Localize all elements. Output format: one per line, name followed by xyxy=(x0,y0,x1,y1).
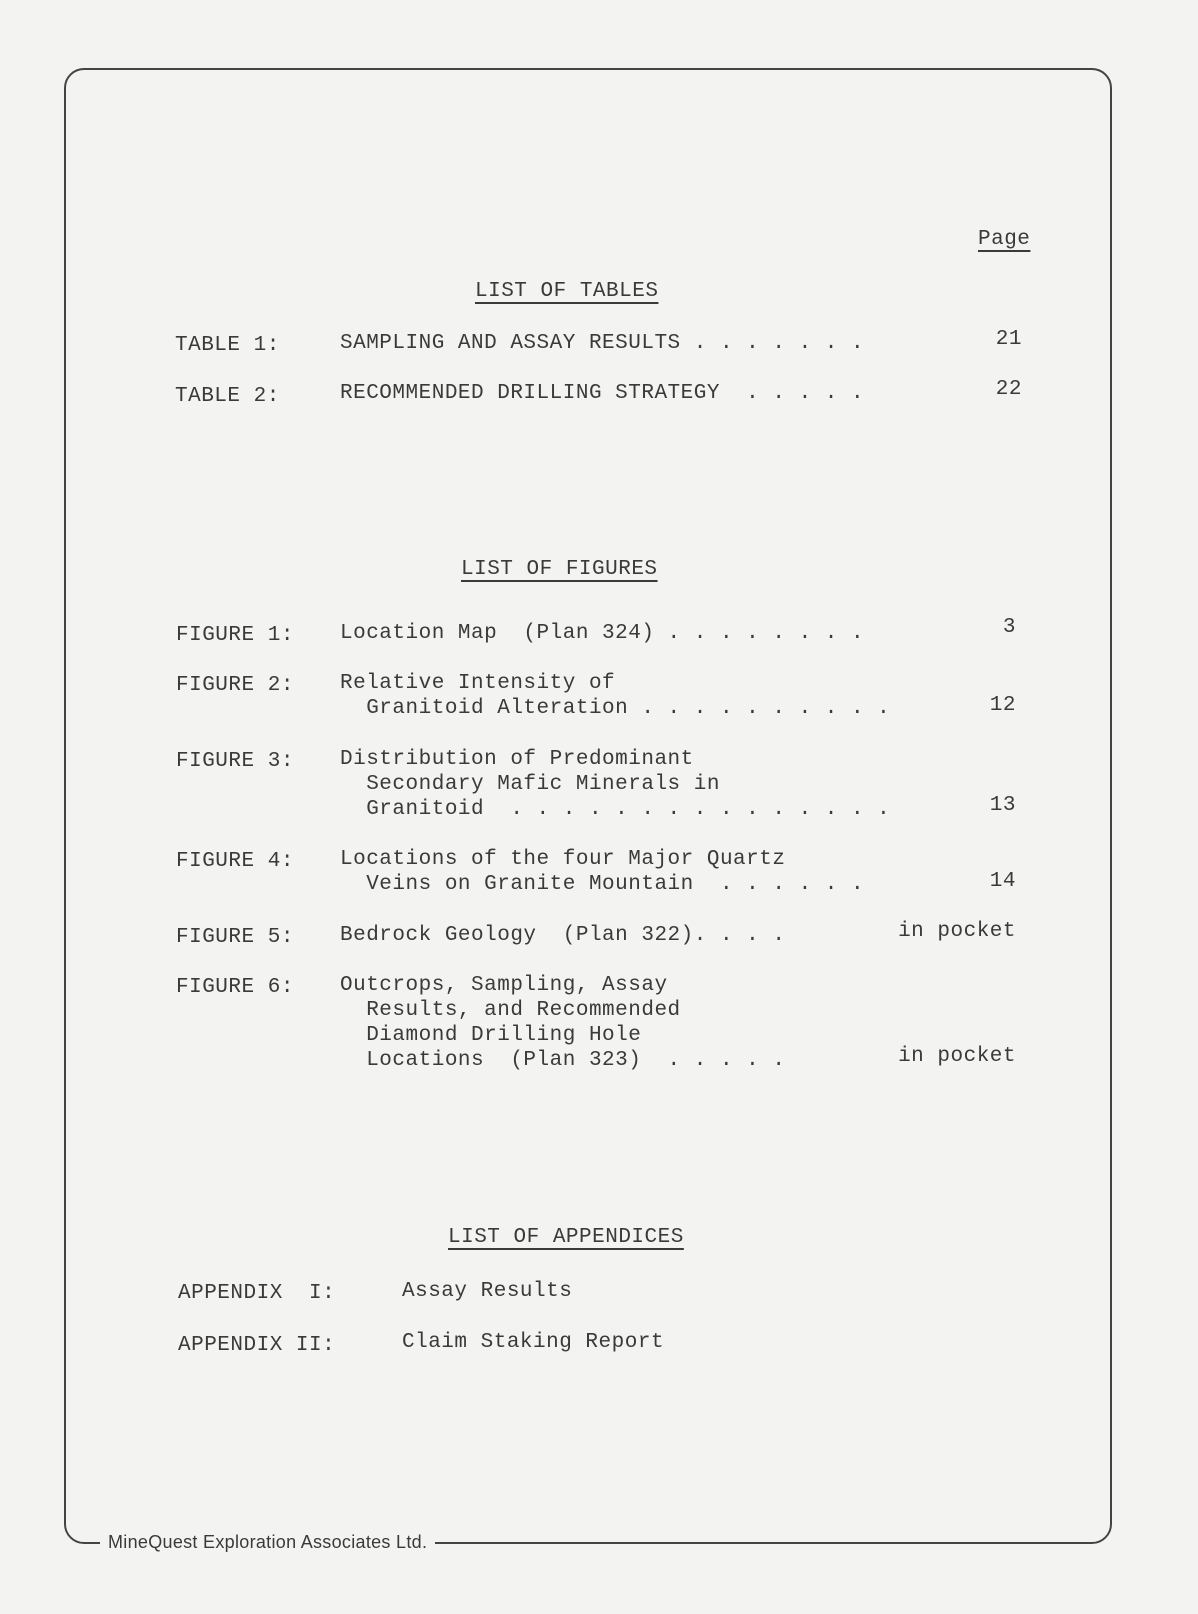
figure-6-page: in pocket xyxy=(898,1045,1016,1068)
page-column-header: Page xyxy=(978,228,1031,251)
table-2-title: RECOMMENDED DRILLING STRATEGY . . . . . xyxy=(340,382,865,405)
figure-3-line: Secondary Mafic Minerals in xyxy=(340,773,720,796)
figure-1-line: Location Map (Plan 324) . . . . . . . . xyxy=(340,622,865,645)
figure-6-line: Results, and Recommended xyxy=(340,999,681,1022)
appendix-2-label: APPENDIX II: xyxy=(178,1334,336,1357)
figure-4-label: FIGURE 4: xyxy=(176,850,294,873)
appendix-2-title: Claim Staking Report xyxy=(402,1331,665,1354)
table-1-page: 21 xyxy=(995,328,1022,351)
table-1-title: SAMPLING AND ASSAY RESULTS . . . . . . . xyxy=(340,332,865,355)
figure-5-line: Bedrock Geology (Plan 322). . . . xyxy=(340,924,786,947)
table-2-label: TABLE 2: xyxy=(175,385,280,408)
footer-company: MineQuest Exploration Associates Ltd. xyxy=(100,1532,435,1558)
figure-4-line: Locations of the four Major Quartz xyxy=(340,848,786,871)
table-2-page: 22 xyxy=(995,378,1022,401)
figure-4-line: Veins on Granite Mountain . . . . . . xyxy=(340,873,865,896)
appendix-1-label: APPENDIX I: xyxy=(178,1282,336,1305)
figure-5-label: FIGURE 5: xyxy=(176,926,294,949)
figure-3-page: 13 xyxy=(989,794,1016,817)
figure-6-label: FIGURE 6: xyxy=(176,976,294,999)
figures-heading: LIST OF FIGURES xyxy=(461,558,658,581)
figure-6-line: Outcrops, Sampling, Assay xyxy=(340,974,668,997)
figure-1-page: 3 xyxy=(1002,616,1016,639)
table-1-label: TABLE 1: xyxy=(175,334,280,357)
figure-5-page: in pocket xyxy=(898,920,1016,943)
tables-heading: LIST OF TABLES xyxy=(475,280,659,303)
appendices-heading: LIST OF APPENDICES xyxy=(448,1226,684,1249)
figure-3-line: Distribution of Predominant xyxy=(340,748,694,771)
figure-2-page: 12 xyxy=(989,694,1016,717)
figure-6-line: Locations (Plan 323) . . . . . xyxy=(340,1049,786,1072)
figure-2-label: FIGURE 2: xyxy=(176,674,294,697)
figure-1-label: FIGURE 1: xyxy=(176,624,294,647)
appendix-1-title: Assay Results xyxy=(402,1280,573,1303)
figure-3-label: FIGURE 3: xyxy=(176,750,294,773)
figure-2-line: Relative Intensity of xyxy=(340,672,616,695)
figure-3-line: Granitoid . . . . . . . . . . . . . . . xyxy=(340,798,891,821)
figure-6-line: Diamond Drilling Hole xyxy=(340,1024,642,1047)
figure-4-page: 14 xyxy=(989,870,1016,893)
figure-2-line: Granitoid Alteration . . . . . . . . . . xyxy=(340,697,891,720)
